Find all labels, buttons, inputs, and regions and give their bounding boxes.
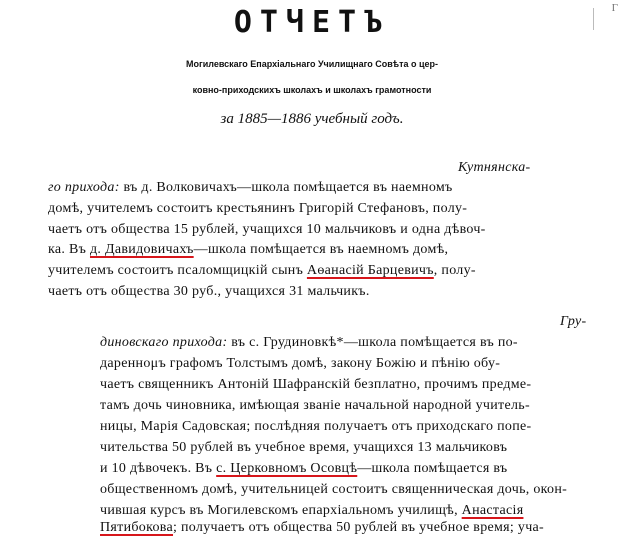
underlined-place-davidovichi: д. Давидовичахъ — [89, 242, 194, 257]
heading-line-2: ковно-приходскихъ школахъ и школахъ грамотности — [192, 85, 432, 95]
text-run: учителемъ состоитъ псаломщицкій сынъ — [48, 263, 307, 278]
year-line: за 1885—1886 учебный годъ. — [220, 111, 404, 127]
page-title: ОТЧЕТЪ — [233, 5, 391, 40]
section1-line-1 — [48, 178, 453, 198]
corner-mark: Г — [611, 2, 618, 14]
text-run: , полу- — [433, 263, 476, 278]
text-run: въ с. Грудиновкѣ*—школа помѣщается въ по- — [231, 335, 518, 350]
section2-line-1 — [100, 333, 518, 353]
section1-line-6: чаетъ отъ общества 30 руб., учащихся 31 мальчикъ. — [48, 284, 370, 299]
section1-line-3: чаетъ отъ общества 15 рублей, учащихся 10 мальчиковъ и одна дѣвоч- — [48, 222, 486, 237]
text-run: —школа помѣщается въ наемномъ домѣ, — [193, 242, 449, 257]
section2-line-8: общественномъ домѣ, учительницей состоитъ священническая дочь, окон- — [100, 482, 568, 497]
section2-line-4: тамъ дочь чиновника, имѣющая званіе начальной народной учитель- — [100, 398, 530, 413]
section1-line-4 — [48, 240, 448, 260]
parish-name-2a: Гру- — [560, 314, 587, 329]
parish-name-2b: диновскаго прихода: — [100, 335, 228, 350]
text-run: ; получаетъ отъ общества 50 рублей въ учебное время; уча- — [173, 520, 545, 535]
underlined-teacher-surname: Пятибокова — [100, 520, 174, 535]
parish-name-1b: го прихода: — [48, 180, 120, 195]
parish-name-1a: Кутнянска- — [458, 160, 531, 175]
text-run: ка. Въ — [48, 242, 90, 257]
underlined-place-osovets: с. Церковномъ Осовцѣ — [216, 461, 358, 476]
section2-line-5: ницы, Марія Садовская; послѣдняя получаетъ отъ приходскаго попе- — [100, 419, 532, 434]
text-run: —школа помѣщается въ — [357, 461, 508, 476]
section2-line-6: чительства 50 рублей въ учебное время, учащихся 13 мальчиковъ — [100, 440, 508, 455]
text-run: чившая курсъ въ Могилевскомъ епархіальномъ училищѣ, — [100, 503, 462, 518]
text-run: въ д. Волковичахъ—школа помѣщается въ наемномъ — [123, 180, 453, 195]
section2-line-10 — [100, 518, 544, 538]
section2-line-2: дареннομъ графомъ Толстымъ домѣ, закону Божію и пѣнію обу- — [100, 356, 501, 371]
section2-line-3: чаетъ священникъ Антоній Шафранскій безплатно, прочимъ предме- — [100, 377, 532, 392]
section1-line-2: домѣ, учителемъ состоитъ крестьянинъ Григорій Стефановъ, полу- — [48, 201, 468, 216]
heading-line-1: Могилевскаго Епархіальнаго Училищнаго Совѣта о цер- — [185, 59, 439, 69]
section2-line-7 — [100, 459, 507, 479]
text-run: и 10 дѣвочекъ. Въ — [100, 461, 217, 476]
underlined-teacher-name: Аѳанасій Барцевичъ — [306, 263, 434, 278]
section1-line-5 — [48, 261, 476, 281]
underlined-teacher-first-name: Анастасія — [461, 503, 524, 518]
